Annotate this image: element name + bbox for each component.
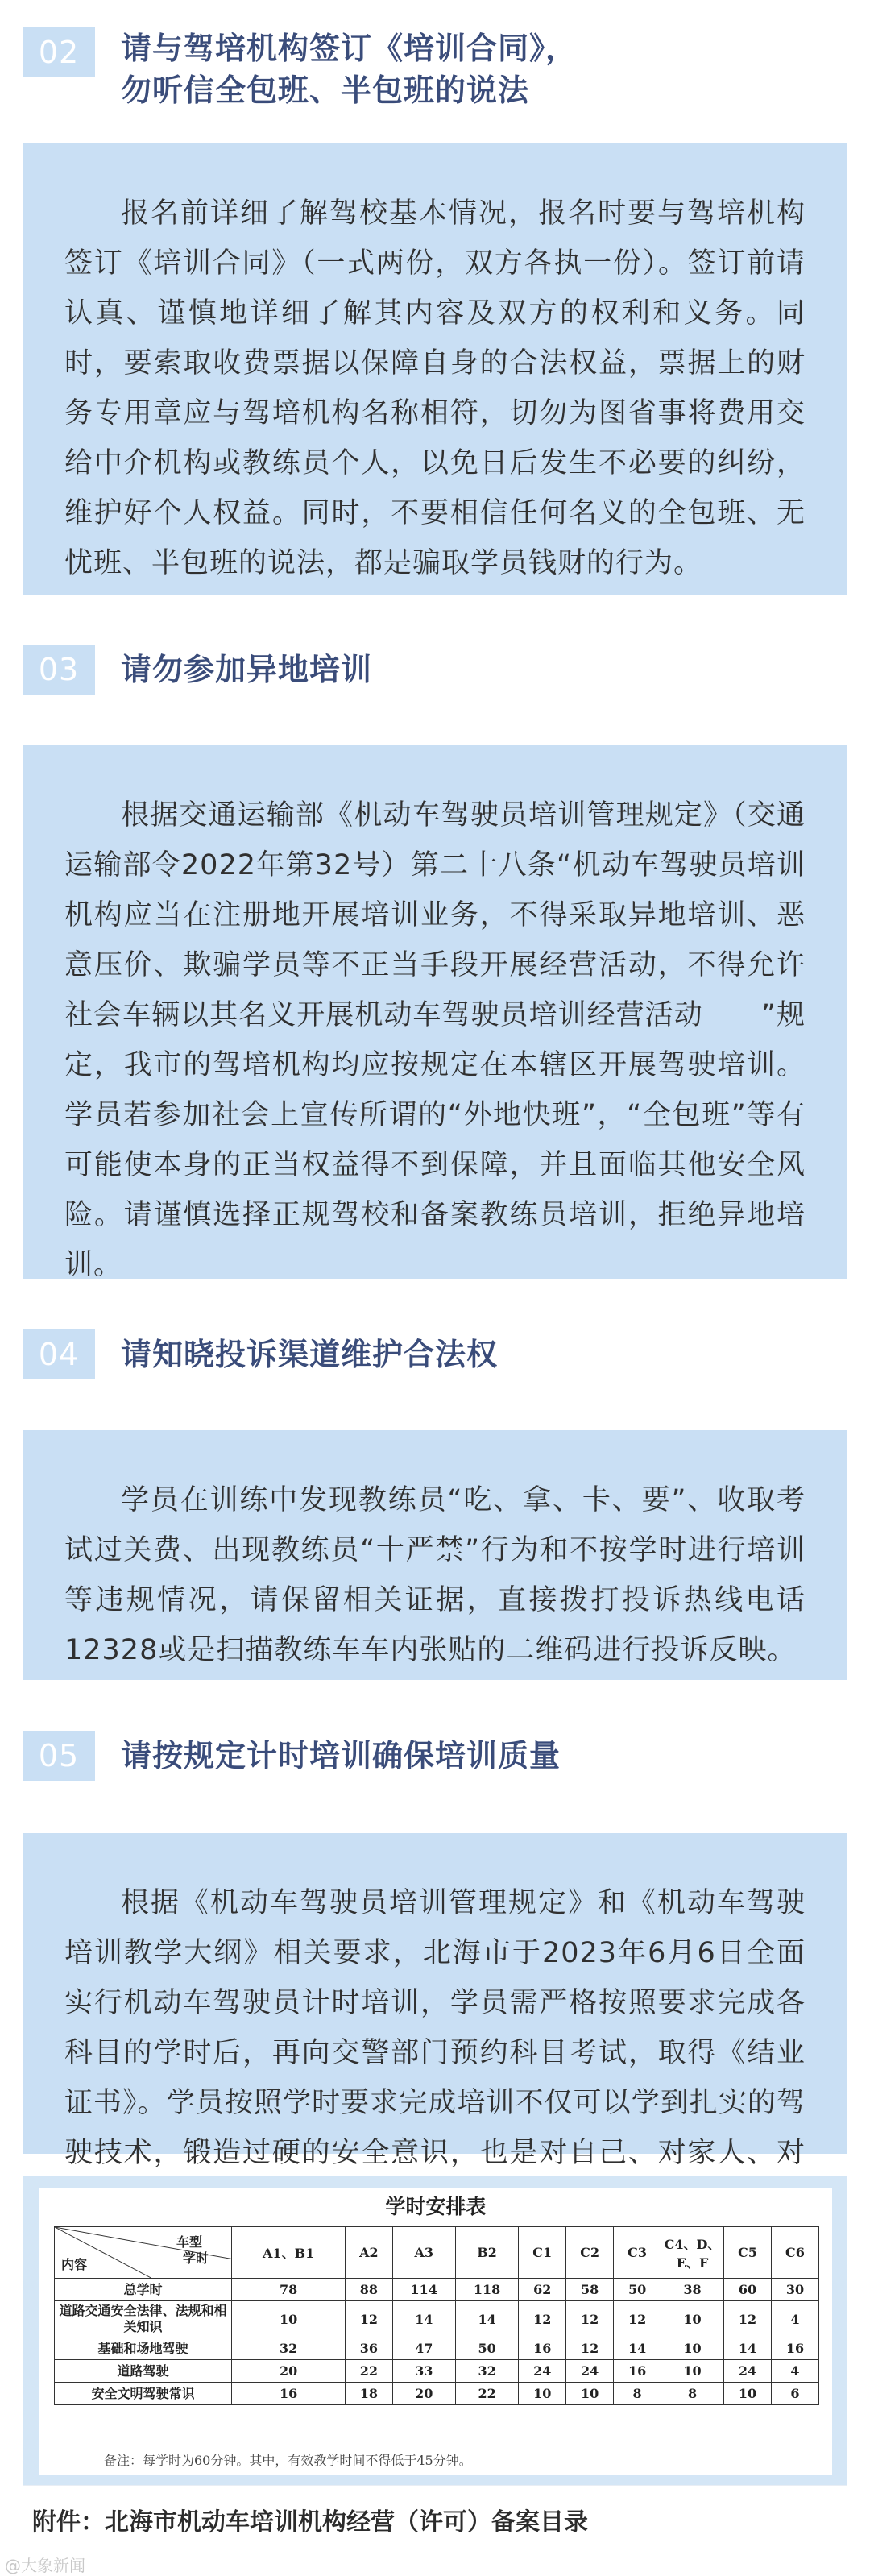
section-number-badge: 04: [23, 1329, 95, 1379]
section-paragraph: 根据《机动车驾驶员培训管理规定》和《机动车驾驶培训教学大纲》相关要求，北海市于2023年6月6日全面实行机动车驾驶员计时培训，学员需严格按照要求完成各科目的学时后，再向交警部门预约科目考试，取得《结业证书》。学员按照学时要求完成培训不仅可以学到扎实的驾驶技术，锻造过硬的安全意识，也是对自己、对家人、对: [64, 1887, 806, 2169]
column-header: A1、B1: [232, 2227, 346, 2279]
section-header-03: [23, 645, 847, 695]
schedule-table-card: [39, 2188, 832, 2475]
table-cell: 20: [232, 2360, 346, 2383]
table-cell: 10: [661, 2301, 724, 2337]
section-paragraph: 报名前详细了解驾校基本情况，报名时要与驾培机构签订《培训合同》（一式两份，双方各执一份）。签订前请认真、谨慎地详细了解其内容及双方的权利和义务。同时，要索取收费票据以保障自身的合法权益，票据上的财务专用章应与驾培机构名称相符，切勿为图省事将费用交给中介机构或教练员个人，以免日后发生不必要的纠纷，维护好个人权益。同时，不要相信任何名义的全包班、无忧班、半包班的说法，都是骗取学员钱财的行为。: [64, 197, 806, 579]
row-label: 道路驾驶: [55, 2360, 232, 2383]
section-body-box: [23, 745, 847, 1279]
table-cell: 88: [346, 2279, 392, 2301]
table-row: [55, 2279, 819, 2301]
column-header: A2: [346, 2227, 392, 2279]
table-cell: 50: [614, 2279, 661, 2301]
schedule-table-panel: [23, 2176, 847, 2486]
table-cell: 50: [455, 2337, 518, 2360]
section-title-line: 勿听信全包班、半包班的说法: [121, 73, 530, 108]
table-cell: 114: [392, 2279, 455, 2301]
section-number-badge: 05: [23, 1731, 95, 1781]
table-cell: 14: [614, 2337, 661, 2360]
table-cell: 33: [392, 2360, 455, 2383]
table-cell: 12: [724, 2301, 772, 2337]
section-title-line: 请与驾培机构签订《培训合同》，: [121, 31, 578, 66]
table-cell: 16: [771, 2337, 818, 2360]
table-cell: 10: [566, 2383, 614, 2405]
table-cell: 16: [232, 2383, 346, 2405]
column-header: C5: [724, 2227, 772, 2279]
table-cell: 24: [519, 2360, 566, 2383]
section-title: [121, 27, 577, 111]
table-cell: 10: [232, 2301, 346, 2337]
table-cell: 18: [346, 2383, 392, 2405]
table-cell: 6: [771, 2383, 818, 2405]
column-header: A3: [392, 2227, 455, 2279]
table-row: [55, 2337, 819, 2360]
table-cell: 24: [724, 2360, 772, 2383]
section-header-05: [23, 1731, 847, 1781]
table-cell: 24: [566, 2360, 614, 2383]
table-cell: 38: [661, 2279, 724, 2301]
table-corner-cell: [55, 2227, 232, 2279]
section-header-02: [23, 27, 847, 111]
table-cell: 62: [519, 2279, 566, 2301]
column-header: C1: [519, 2227, 566, 2279]
table-cell: 16: [519, 2337, 566, 2360]
column-header: C2: [566, 2227, 614, 2279]
table-cell: 12: [566, 2337, 614, 2360]
table-cell: 14: [724, 2337, 772, 2360]
section-body-box: [23, 1833, 847, 2169]
column-header: B2: [455, 2227, 518, 2279]
table-cell: 36: [346, 2337, 392, 2360]
table-cell: 10: [661, 2360, 724, 2383]
section-body-box: [23, 143, 847, 595]
table-row: [55, 2383, 819, 2405]
column-header: C6: [771, 2227, 818, 2279]
watermark: @大象新闻: [5, 2556, 85, 2575]
table-cell: 47: [392, 2337, 455, 2360]
table-cell: 10: [519, 2383, 566, 2405]
table-cell: 12: [614, 2301, 661, 2337]
section-title-line: 请勿参加异地培训: [121, 652, 373, 687]
table-cell: 22: [346, 2360, 392, 2383]
section-title: [121, 1329, 498, 1379]
table-header-row: [55, 2227, 819, 2279]
table-cell: 58: [566, 2279, 614, 2301]
table-cell: 30: [771, 2279, 818, 2301]
section-title: [121, 645, 372, 695]
schedule-table: [54, 2226, 819, 2405]
section-title-line: 请知晓投诉渠道维护合法权: [121, 1337, 499, 1372]
table-title: 学时安排表: [385, 2195, 487, 2218]
column-header: C3: [614, 2227, 661, 2279]
row-label: 安全文明驾驶常识: [55, 2383, 232, 2405]
attachment-text: 附件：北海市机动车培训机构经营（许可）备案目录: [32, 2508, 588, 2537]
section-paragraph: 根据交通运输部《机动车驾驶员培训管理规定》（交通运输部令2022年第32号）第二十八条“机动车驾驶员培训机构应当在注册地开展培训业务，不得采取异地培训、恶意压价、欺骗学员等不正当手段开展经营活动，不得允许社会车辆以其名义开展机动车驾驶员培训经营活动 ”规定，我市的驾培机构均应按规定在本辖区开展驾驶培训。学员若参加社会上宣传所谓的“外地快班”，“全包班”等有可能使本身的正当权益得不到保障，并且面临其他安全风险。请谨慎选择正规驾校和备案教练员培训，拒绝异地培训。: [64, 799, 806, 1281]
table-cell: 22: [455, 2383, 518, 2405]
table-row: [55, 2301, 819, 2337]
section-title: [121, 1731, 561, 1781]
table-row: [55, 2360, 819, 2383]
column-header: C4、D、E、F: [661, 2227, 724, 2279]
section-paragraph: 学员在训练中发现教练员“吃、拿、卡、要”、收取考试过关费、出现教练员“十严禁”行为和不按学时进行培训等违规情况，请保留相关证据，直接拨打投诉热线电话12328或是扫描教练车车内张贴的二维码进行投诉反映。: [64, 1484, 806, 1666]
table-cell: 118: [455, 2279, 518, 2301]
section-title-line: 请按规定计时培训确保培训质量: [121, 1738, 561, 1773]
table-cell: 4: [771, 2301, 818, 2337]
table-cell: 8: [614, 2383, 661, 2405]
table-cell: 14: [455, 2301, 518, 2337]
table-note: 备注：每学时为60分钟。其中，有效教学时间不得低于45分钟。: [104, 2453, 472, 2468]
table-cell: 12: [346, 2301, 392, 2337]
table-cell: 8: [661, 2383, 724, 2405]
row-label: 基础和场地驾驶: [55, 2337, 232, 2360]
table-cell: 32: [232, 2337, 346, 2360]
table-cell: 12: [566, 2301, 614, 2337]
corner-label-hours: 学时: [182, 2250, 209, 2266]
table-cell: 12: [519, 2301, 566, 2337]
table-cell: 16: [614, 2360, 661, 2383]
section-body-box: [23, 1430, 847, 1680]
corner-label-car: 车型: [176, 2234, 202, 2250]
table-cell: 10: [661, 2337, 724, 2360]
table-cell: 14: [392, 2301, 455, 2337]
section-number-badge: 02: [23, 27, 95, 77]
table-cell: 20: [392, 2383, 455, 2405]
table-cell: 78: [232, 2279, 346, 2301]
table-cell: 60: [724, 2279, 772, 2301]
row-label: 总学时: [55, 2279, 232, 2301]
table-cell: 10: [724, 2383, 772, 2405]
corner-label-content: 内容: [61, 2257, 88, 2272]
row-label: 道路交通安全法律、法规和相关知识: [55, 2301, 232, 2337]
section-number-badge: 03: [23, 645, 95, 695]
table-cell: 32: [455, 2360, 518, 2383]
table-cell: 4: [771, 2360, 818, 2383]
section-header-04: [23, 1329, 847, 1379]
